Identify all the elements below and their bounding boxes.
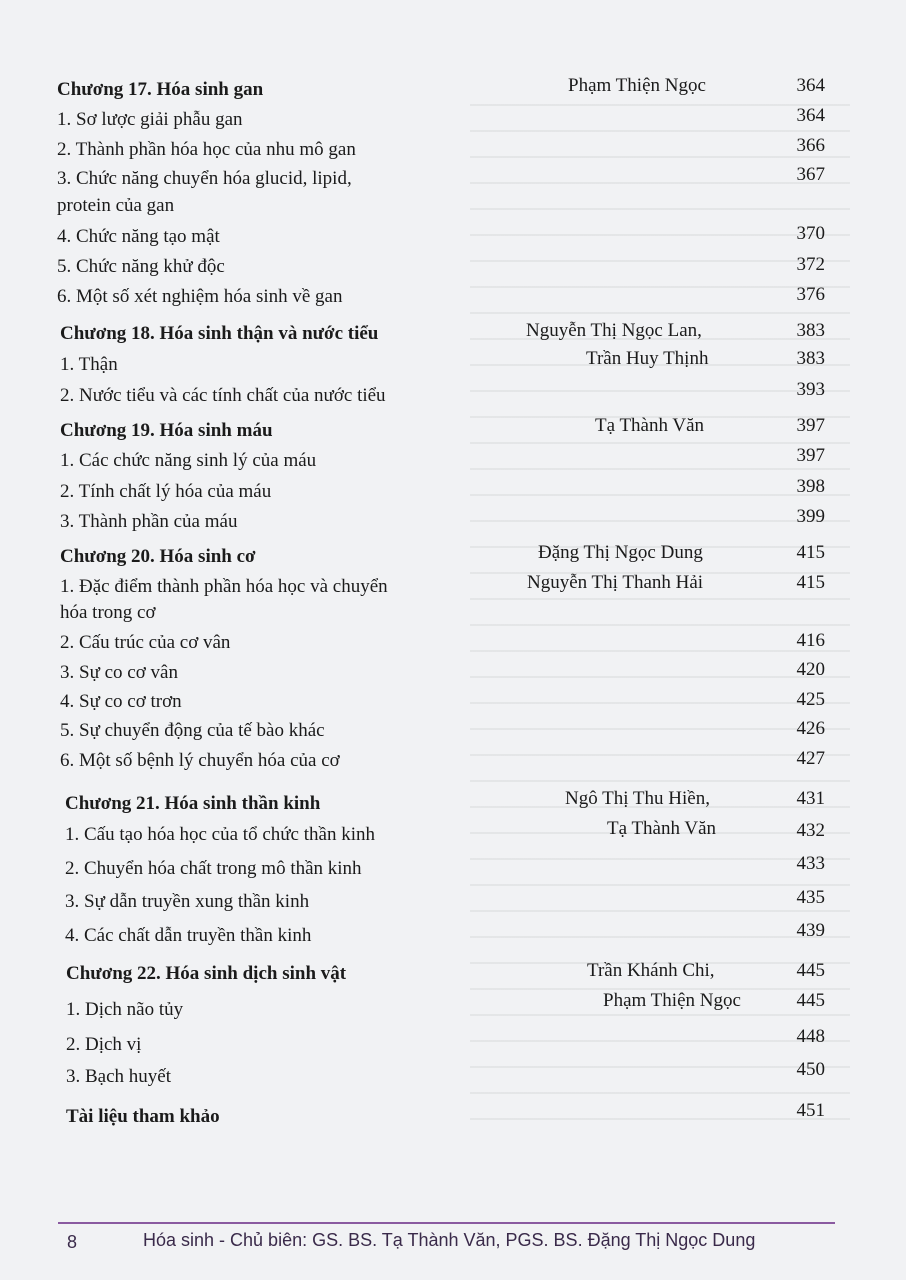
chapter-author: Tạ Thành Văn [595, 415, 705, 436]
chapter-author: Phạm Thiện Ngọc [568, 75, 706, 96]
page-number: 433 [796, 853, 825, 874]
references-title[interactable]: Tài liệu tham khảo [66, 1106, 220, 1127]
toc-item[interactable]: 5. Chức năng khử độc [57, 256, 225, 277]
toc-item[interactable]: 3. Chức năng chuyển hóa glucid, lipid, [57, 168, 352, 189]
page-number: 364 [796, 105, 825, 126]
page-number: 431 [796, 788, 825, 809]
toc-item[interactable]: 2. Chuyển hóa chất trong mô thần kinh [65, 858, 362, 879]
page-number: 451 [796, 1100, 825, 1121]
page-number: 397 [796, 415, 825, 436]
toc-item[interactable]: 1. Dịch não tủy [66, 999, 184, 1020]
page-number: 370 [796, 223, 825, 244]
page-number: 364 [796, 75, 825, 96]
page-number: 450 [796, 1059, 825, 1080]
toc-item[interactable]: 1. Đặc điểm thành phần hóa học và chuyển [60, 576, 388, 597]
page-number: 372 [796, 254, 825, 275]
page-number: 448 [796, 1026, 825, 1047]
toc-item[interactable]: 2. Cấu trúc của cơ vân [60, 632, 231, 653]
page-number: 397 [796, 445, 825, 466]
toc-item[interactable]: 1. Các chức năng sinh lý của máu [60, 450, 317, 471]
chapter-title[interactable]: Chương 20. Hóa sinh cơ [60, 546, 256, 567]
page-number: 416 [796, 630, 825, 651]
page-number: 383 [796, 320, 825, 341]
page-number: 383 [796, 348, 825, 369]
page-number: 445 [796, 990, 825, 1011]
chapter-author: Nguyễn Thị Ngọc Lan, [526, 320, 702, 341]
toc-item[interactable]: 2. Tính chất lý hóa của máu [60, 481, 272, 502]
chapter-author: Ngô Thị Thu Hiền, [565, 788, 710, 809]
toc-item[interactable]: 1. Sơ lược giải phẫu gan [57, 109, 243, 130]
toc-item[interactable]: 4. Chức năng tạo mật [57, 226, 220, 247]
page-number: 420 [796, 659, 825, 680]
page-number: 366 [796, 135, 825, 156]
page-number: 415 [796, 572, 825, 593]
chapter-author: Đặng Thị Ngọc Dung [538, 542, 703, 563]
chapter-author: Nguyễn Thị Thanh Hải [527, 572, 704, 593]
footer-title: Hóa sinh - Chủ biên: GS. BS. Tạ Thành Văn, PGS. BS. Đặng Thị Ngọc Dung [143, 1230, 756, 1250]
toc-item[interactable]: 1. Cấu tạo hóa học của tổ chức thần kinh [65, 824, 375, 845]
footer-divider [58, 1222, 835, 1224]
toc-item[interactable]: 5. Sự chuyển động của tế bào khác [60, 720, 325, 741]
toc-item[interactable]: 1. Thận [60, 354, 118, 375]
chapter-author: Trần Khánh Chi, [587, 960, 715, 981]
page-number: 425 [796, 689, 825, 710]
page-number: 432 [796, 820, 825, 841]
toc-item[interactable]: 2. Dịch vị [66, 1034, 142, 1055]
toc-item[interactable]: 3. Sự co cơ vân [60, 662, 178, 683]
chapter-author: Trần Huy Thịnh [586, 348, 709, 369]
page-number: 426 [796, 718, 825, 739]
page-number: 393 [796, 379, 825, 400]
toc-item[interactable]: 4. Các chất dẫn truyền thần kinh [65, 925, 312, 946]
toc-item[interactable]: 2. Nước tiểu và các tính chất của nước tiểu [60, 385, 386, 406]
toc-item[interactable]: 2. Thành phần hóa học của nhu mô gan [57, 139, 356, 160]
toc-item[interactable]: 3. Sự dẫn truyền xung thần kinh [65, 891, 310, 912]
page-number: 376 [796, 284, 825, 305]
page-number: 398 [796, 476, 825, 497]
chapter-title[interactable]: Chương 17. Hóa sinh gan [57, 79, 264, 100]
page-number: 435 [796, 887, 825, 908]
page-number: 399 [796, 506, 825, 527]
toc-item[interactable]: 3. Thành phần của máu [60, 511, 238, 532]
page-number: 415 [796, 542, 825, 563]
chapter-title[interactable]: Chương 18. Hóa sinh thận và nước tiểu [60, 323, 379, 344]
toc-item[interactable]: 6. Một số xét nghiệm hóa sinh về gan [57, 286, 343, 307]
chapter-title[interactable]: Chương 22. Hóa sinh dịch sinh vật [66, 963, 347, 984]
page-number: 367 [796, 164, 825, 185]
page-number: 445 [796, 960, 825, 981]
toc-item[interactable]: 4. Sự co cơ trơn [60, 691, 182, 712]
toc-item-continuation[interactable]: protein của gan [57, 195, 175, 216]
toc-item-continuation[interactable]: hóa trong cơ [60, 602, 156, 623]
chapter-title[interactable]: Chương 21. Hóa sinh thần kinh [65, 793, 321, 814]
toc-item[interactable]: 3. Bạch huyết [66, 1066, 172, 1087]
toc-item[interactable]: 6. Một số bệnh lý chuyển hóa của cơ [60, 750, 340, 771]
page-number: 427 [796, 748, 825, 769]
chapter-author: Tạ Thành Văn [607, 818, 717, 839]
footer-page-number: 8 [67, 1232, 78, 1252]
chapter-title[interactable]: Chương 19. Hóa sinh máu [60, 420, 273, 441]
chapter-author: Phạm Thiện Ngọc [603, 990, 741, 1011]
page-number: 439 [796, 920, 825, 941]
